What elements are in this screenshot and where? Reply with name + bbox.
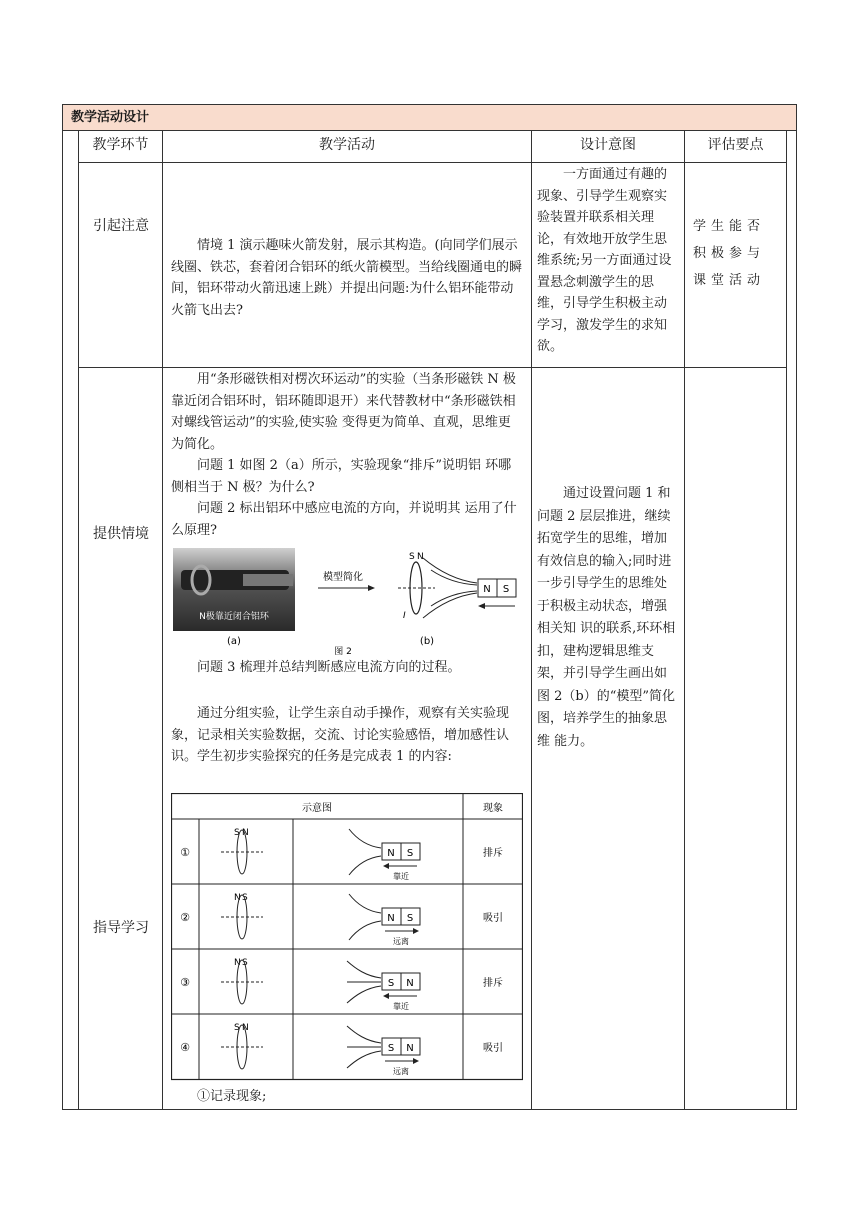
svg-text:S: S [234,1023,240,1033]
table-1-header-diagram: 示意图 [302,803,332,814]
svg-text:N: N [406,978,414,989]
grid-line [78,162,786,163]
svg-text:靠近: 靠近 [393,1002,409,1011]
column-header-activity: 教学活动 [319,137,375,153]
grid-line [78,367,786,368]
activity-guidance: 通过分组实验，让学生亲自动手操作，观察有关实验现象，记录相关实验数据，交流、讨论实验感悟，增加感性认识。学生初步实验探究的任务是完成表 1 的内容: [171,706,510,764]
simplify-label: 模型简化 [323,572,363,583]
svg-text:S: S [502,584,510,595]
svg-text:N: N [242,1023,249,1033]
svg-text:N: N [406,1043,414,1054]
svg-text:③: ③ [180,976,190,989]
intent-attention: 一方面通过有趣的现象、引导学生观察实验装置并联系相关理论，有效地开放学生思维系统;另一方面通过设置悬念刺激学生的思维，引导学生积极主动学习，激发学生的求知欲。 [537,167,672,354]
section-title: 教学活动设计 [63,105,796,131]
svg-text:N: N [387,848,395,859]
svg-text:吸引: 吸引 [483,1043,503,1054]
svg-text:④: ④ [180,1041,190,1054]
grid-line [78,131,79,1109]
svg-text:吸引: 吸引 [483,913,503,924]
svg-text:②: ② [180,911,190,924]
svg-text:靠近: 靠近 [393,872,409,881]
svg-text:S: S [406,848,414,859]
svg-text:S: S [234,828,240,838]
svg-text:N: N [242,828,249,838]
photo-caption: N极靠近闭合铝环 [199,612,269,622]
svg-text:远离: 远离 [393,1067,409,1076]
arrow-head-icon [368,585,375,591]
svg-text:I: I [403,611,406,621]
svg-text:远离: 远离 [393,937,409,946]
svg-text:排斥: 排斥 [483,848,503,859]
grid-line [162,131,163,1109]
svg-text:N: N [417,552,424,562]
figure-label-b: (b) [419,636,435,647]
svg-text:N: N [387,913,395,924]
svg-text:N: N [234,893,241,903]
stage-attention: 引起注意 [93,218,149,234]
record-phenomenon-item: ①记录现象; [197,1089,267,1104]
table-1-header-result: 现象 [483,803,503,814]
svg-text:①: ① [180,846,190,859]
intent-context: 通过设置问题 1 和问题 2 层层推进，继续拓宽学生的思维，增加有效信息的输入;同时进 一步引导学生的思维处于积极主动状态，增强相关知 识的联系,环环相扣，建构逻辑思维支架，并引导学生画出如图 2（b）的“模型”简化图，培养学生的抽象思维 能力。 [537,486,676,749]
figure-2 [173,548,523,656]
svg-text:S: S [387,1043,395,1054]
stage-context: 提供情境 [93,526,149,542]
lesson-design-table [62,104,797,1110]
activity-context: 用“条形磁铁相对楞次环运动”的实验（当条形磁铁 N 极靠近闭合铝环时，铝环随即退开）来代替教材中“条形磁铁相对螺线管运动”的实验,使实验 变得更为简单、直观，思维更为简化。 问题 1 如图 2（a）所示，实验现象“排斥”说明铝 环哪侧相当于 N 极？为什么? 问题 2 标出铝环中感应电流的方向，并说明其 运用了什么原理? [171,372,517,538]
figure-label-a: (a) [227,636,241,647]
grid-line [531,131,532,1109]
stage-guidance: 指导学习 [93,920,149,936]
photo-ring-experiment [173,548,295,631]
column-header-stage: 教学环节 [92,137,149,153]
evaluation-attention: 学生能否积极参与课堂活动 [693,219,766,288]
svg-text:N: N [234,958,241,968]
figure-caption: 图 2 [334,647,352,656]
grid-line [786,131,787,1109]
svg-text:N: N [483,584,491,595]
svg-text:S: S [406,913,414,924]
column-header-evaluation: 评估要点 [707,137,764,153]
svg-text:S: S [242,893,248,903]
table-1 [171,793,523,1083]
svg-text:排斥: 排斥 [483,978,503,989]
svg-text:S: S [387,978,395,989]
model-diagram [398,552,516,621]
grid-line [684,131,685,1109]
svg-text:S: S [242,958,248,968]
column-header-intent: 设计意图 [580,137,636,153]
question-3: 问题 3 梳理并总结判断感应电流方向的过程。 [197,660,461,675]
activity-attention: 情境 1 演示趣味火箭发射，展示其构造。(向同学们展示线圈、铁芯，套着闭合铝环的纸火箭模型。当给线圈通电的瞬间，铝环带动火箭迅速上跳）并提出问题:为什么铝环能带动火箭飞出去? [171,238,523,318]
svg-text:S: S [409,552,415,562]
